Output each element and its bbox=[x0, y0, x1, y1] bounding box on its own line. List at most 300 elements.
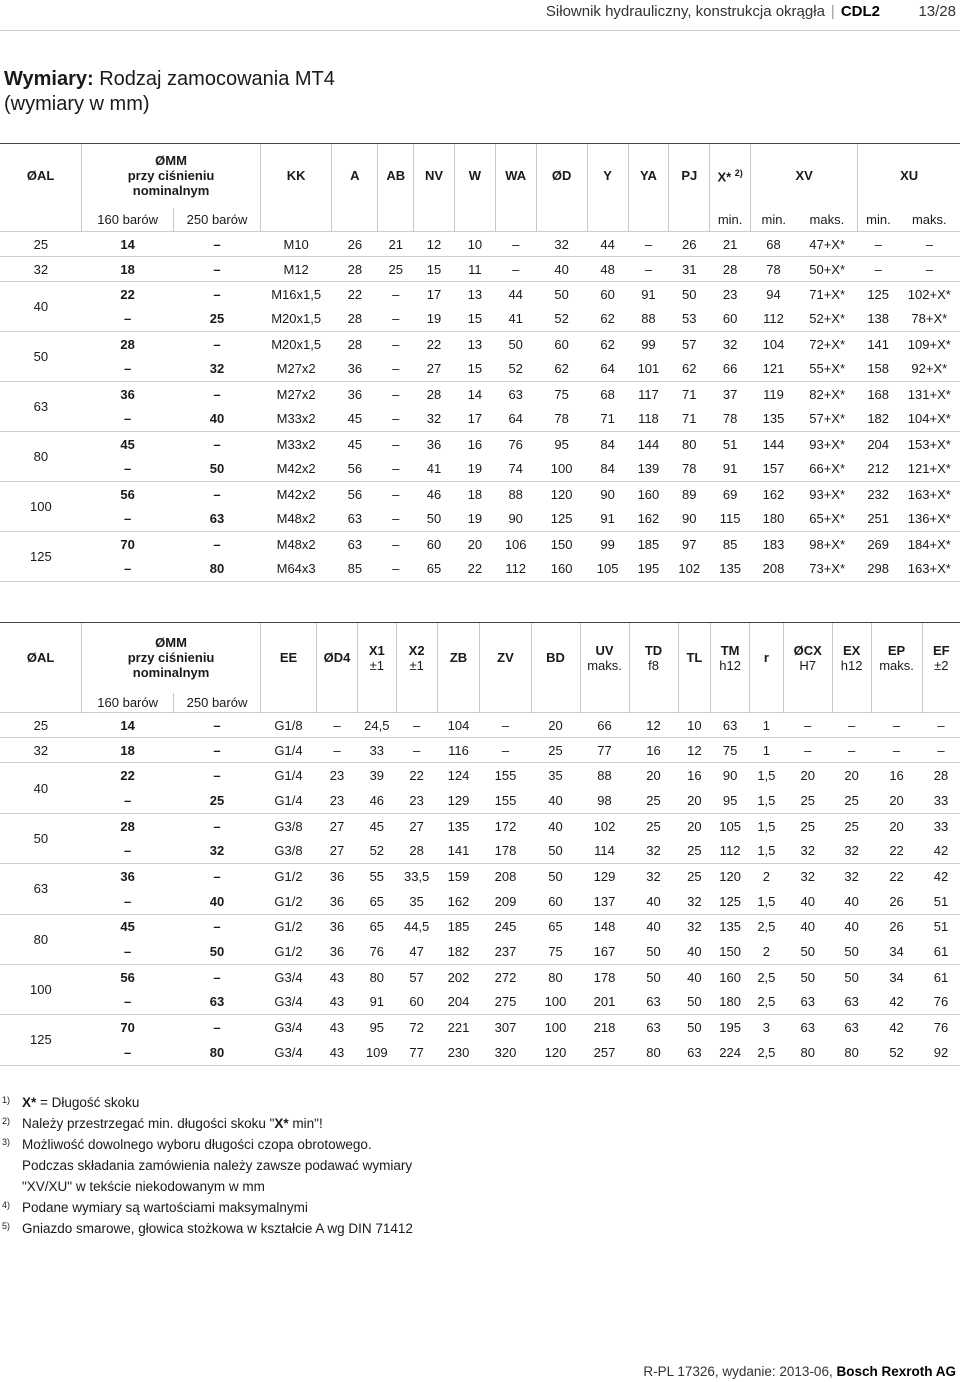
table-cell: 28 bbox=[332, 332, 378, 357]
table-cell: G3/4 bbox=[260, 1015, 316, 1040]
table-cell: 2,5 bbox=[757, 994, 776, 1010]
table-cell: 50 bbox=[629, 964, 678, 989]
table-cell: 20 bbox=[783, 763, 832, 788]
table-cell: 1,5 bbox=[757, 893, 776, 909]
table-cell: 80 bbox=[832, 1040, 871, 1065]
table-cell: 112 bbox=[495, 557, 536, 582]
table-cell: 71 bbox=[682, 411, 697, 427]
table-cell: 23 bbox=[409, 792, 424, 808]
table-cell: 33 bbox=[357, 738, 396, 763]
table-cell: 25 bbox=[531, 738, 580, 763]
table-cell: 221 bbox=[437, 1015, 480, 1040]
table-cell: – bbox=[174, 382, 261, 407]
table-cell: G1/2 bbox=[260, 864, 316, 889]
table-cell: 28 bbox=[409, 843, 424, 859]
table-cell: 64 bbox=[508, 411, 523, 427]
table-cell: 36 bbox=[317, 864, 358, 889]
table-cell: 43 bbox=[329, 994, 345, 1010]
table-cell: 98+X* bbox=[797, 532, 858, 557]
table-cell: 32 bbox=[646, 843, 661, 859]
table-cell: – bbox=[899, 232, 960, 257]
table-cell: 63 bbox=[347, 511, 363, 527]
table-row bbox=[0, 457, 960, 482]
table-cell: 27 bbox=[426, 361, 442, 377]
table-cell: 163+X* bbox=[899, 557, 960, 582]
table-cell: 28 bbox=[922, 763, 960, 788]
table-cell: 100 bbox=[531, 1015, 580, 1040]
table-cell: 100 bbox=[544, 994, 567, 1010]
table-cell: – bbox=[174, 282, 261, 307]
table-cell: 50 bbox=[495, 332, 536, 357]
table-cell: 60 bbox=[414, 532, 455, 557]
table-cell: 25 bbox=[629, 813, 678, 838]
table-cell: 212 bbox=[867, 461, 890, 477]
cell-al: 125 bbox=[0, 532, 82, 582]
table-cell: 32 bbox=[209, 843, 225, 859]
table-cell: 36 bbox=[82, 382, 174, 407]
cell-al: 25 bbox=[0, 713, 82, 738]
page-header bbox=[0, 0, 960, 28]
table-cell: 50 bbox=[209, 461, 225, 477]
table-row bbox=[0, 432, 960, 457]
table-cell: 60 bbox=[409, 994, 424, 1010]
col-bd: BD bbox=[531, 623, 580, 693]
table-row bbox=[0, 382, 960, 407]
cell-al: 25 bbox=[0, 232, 82, 257]
table-cell: 78 bbox=[751, 257, 797, 282]
table-cell: 31 bbox=[669, 257, 710, 282]
table-cell: 62 bbox=[554, 361, 569, 377]
table-cell: 27 bbox=[317, 813, 358, 838]
table-cell: G1/4 bbox=[274, 792, 303, 808]
table-cell: 50 bbox=[800, 944, 815, 960]
table-cell: 18 bbox=[454, 482, 495, 507]
table-cell: 115 bbox=[719, 511, 741, 527]
table-cell: 180 bbox=[719, 994, 741, 1010]
table-cell: 97 bbox=[669, 532, 710, 557]
table-cell: – bbox=[174, 914, 261, 939]
table-cell: 41 bbox=[508, 311, 523, 327]
table-cell: 37 bbox=[710, 382, 751, 407]
table-cell: 120 bbox=[536, 482, 587, 507]
col-kk: KK bbox=[260, 144, 331, 208]
table-cell: 16 bbox=[629, 738, 678, 763]
table-cell: 201 bbox=[593, 994, 616, 1010]
table-cell: 257 bbox=[580, 1040, 629, 1065]
table-cell: 20 bbox=[871, 813, 922, 838]
table-row bbox=[0, 282, 960, 307]
table-cell: 25 bbox=[844, 792, 859, 808]
table-cell: 10 bbox=[454, 232, 495, 257]
table-cell: – bbox=[174, 432, 261, 457]
table-cell: 50 bbox=[669, 282, 710, 307]
table-cell: 23 bbox=[710, 282, 751, 307]
table-cell: 117 bbox=[628, 382, 669, 407]
table-cell: – bbox=[378, 332, 414, 357]
table-cell: 75 bbox=[711, 738, 750, 763]
table-cell: 63 bbox=[629, 1015, 678, 1040]
table-cell: 23 bbox=[329, 792, 345, 808]
table-row bbox=[0, 532, 960, 557]
table-cell: 50 bbox=[678, 1015, 711, 1040]
table-cell: M42x2 bbox=[260, 482, 331, 507]
table-cell: 102+X* bbox=[899, 282, 960, 307]
table-cell: 208 bbox=[480, 864, 531, 889]
table-cell: 76 bbox=[922, 1015, 960, 1040]
table-cell: 26 bbox=[332, 232, 378, 257]
table-cell: 90 bbox=[682, 511, 697, 527]
table-cell: 90 bbox=[711, 763, 750, 788]
table-cell: 70 bbox=[82, 1015, 174, 1040]
table-cell: 60 bbox=[587, 282, 628, 307]
table-cell: 32 bbox=[629, 864, 678, 889]
table-cell: 21 bbox=[378, 232, 414, 257]
table-cell: 45 bbox=[347, 411, 363, 427]
table-cell: 209 bbox=[494, 893, 517, 909]
table-cell: 98 bbox=[597, 792, 612, 808]
table-cell: 121+X* bbox=[907, 461, 951, 477]
table-cell: 25 bbox=[209, 311, 225, 327]
table-cell: 27 bbox=[396, 813, 437, 838]
table-row bbox=[0, 232, 960, 257]
table-cell: M33x2 bbox=[276, 411, 316, 427]
table-cell: 195 bbox=[711, 1015, 750, 1040]
cell-al: 100 bbox=[0, 964, 82, 1014]
header-product: CDL2 bbox=[840, 3, 880, 20]
table-cell: 28 bbox=[414, 382, 455, 407]
table-cell: 50+X* bbox=[797, 257, 858, 282]
pressure-250-2: 250 barów bbox=[174, 693, 261, 713]
table-cell: 50 bbox=[832, 964, 871, 989]
table-cell: 251 bbox=[867, 511, 890, 527]
table-cell: 75 bbox=[548, 944, 563, 960]
table-cell: 80 bbox=[669, 432, 710, 457]
table-cell: 36 bbox=[414, 432, 455, 457]
table-cell: 50 bbox=[646, 944, 661, 960]
table-cell: – bbox=[783, 713, 832, 738]
table-cell: G1/2 bbox=[274, 944, 303, 960]
table-cell: 22 bbox=[82, 763, 174, 788]
table-cell: 101 bbox=[637, 361, 660, 377]
table-cell: 63 bbox=[711, 713, 750, 738]
table-row bbox=[0, 482, 960, 507]
table-cell: 32 bbox=[710, 332, 751, 357]
table-cell: 50 bbox=[209, 944, 225, 960]
footnote-2: 2) Należy przestrzegać min. długości skoku "X* min"! bbox=[2, 1116, 323, 1131]
table-row bbox=[0, 1040, 960, 1065]
table-cell: 112 bbox=[763, 311, 784, 327]
table-cell: 275 bbox=[494, 994, 517, 1010]
table-cell: 16 bbox=[871, 763, 922, 788]
pressure-160: 160 barów bbox=[82, 208, 174, 232]
table-cell: 162 bbox=[751, 482, 797, 507]
table-row bbox=[0, 557, 960, 582]
table-cell: 17 bbox=[467, 411, 483, 427]
table-cell: – bbox=[832, 713, 871, 738]
subhead-xv-max: maks. bbox=[809, 211, 845, 227]
subhead-xv-min: min. bbox=[751, 208, 797, 232]
table-cell: 172 bbox=[480, 813, 531, 838]
table-cell: – bbox=[124, 843, 132, 859]
table-cell: 100 bbox=[550, 461, 573, 477]
table-row bbox=[0, 914, 960, 939]
table-cell: 63 bbox=[832, 1015, 871, 1040]
footnote-5: 5) Gniazdo smarowe, głowica stożkowa w kształcie A wg DIN 71412 bbox=[2, 1221, 413, 1236]
col-td: TD f8 bbox=[629, 623, 678, 693]
table-cell: – bbox=[124, 944, 132, 960]
table-cell: 14 bbox=[82, 232, 174, 257]
table-cell: 46 bbox=[414, 482, 455, 507]
table-cell: 72 bbox=[396, 1015, 437, 1040]
table-cell: 141 bbox=[447, 843, 470, 859]
table-cell: 63 bbox=[783, 1015, 832, 1040]
table-cell: – bbox=[174, 482, 261, 507]
table-cell: 77 bbox=[580, 738, 629, 763]
table-cell: 62 bbox=[600, 311, 615, 327]
table-cell: 61 bbox=[922, 964, 960, 989]
table-cell: 10 bbox=[678, 713, 711, 738]
table-cell: 272 bbox=[480, 964, 531, 989]
table-cell: 13 bbox=[454, 282, 495, 307]
table-cell: – bbox=[174, 332, 261, 357]
table-cell: 80 bbox=[357, 964, 396, 989]
table-cell: – bbox=[174, 864, 261, 889]
table-cell: 36 bbox=[329, 944, 345, 960]
table-cell: 33 bbox=[933, 792, 949, 808]
table-cell: 52 bbox=[554, 311, 569, 327]
table-cell: 85 bbox=[710, 532, 751, 557]
table-cell: 162 bbox=[447, 893, 470, 909]
table-cell: 71 bbox=[600, 411, 615, 427]
table-cell: 52 bbox=[508, 361, 523, 377]
table-cell: 24,5 bbox=[357, 713, 396, 738]
table-cell: 168 bbox=[858, 382, 899, 407]
table-cell: 25 bbox=[832, 813, 871, 838]
table-cell: 39 bbox=[357, 763, 396, 788]
footnote-3-cont-1: Podczas składania zamówienia należy zawsze podawać wymiary bbox=[22, 1158, 413, 1173]
table-cell: 43 bbox=[317, 1015, 358, 1040]
table-cell: 185 bbox=[437, 914, 480, 939]
table-cell: 35 bbox=[531, 763, 580, 788]
table-cell: 112 bbox=[719, 843, 741, 859]
table-cell: 61 bbox=[933, 944, 949, 960]
table-cell: – bbox=[124, 361, 132, 377]
table-cell: 63 bbox=[209, 994, 225, 1010]
table-cell: 119 bbox=[751, 382, 797, 407]
table-cell: M48x2 bbox=[276, 511, 316, 527]
table-row bbox=[0, 1015, 960, 1040]
cell-al: 40 bbox=[0, 763, 82, 813]
table-cell: 80 bbox=[629, 1040, 678, 1065]
table-cell: 22 bbox=[82, 282, 174, 307]
table-cell: 91 bbox=[369, 994, 385, 1010]
header-title: Siłownik hydrauliczny, konstrukcja okrągła | CDL2 bbox=[545, 3, 880, 20]
table-cell: 148 bbox=[580, 914, 629, 939]
table-cell: – bbox=[480, 738, 531, 763]
table-cell: G3/8 bbox=[274, 843, 303, 859]
table-cell: 32 bbox=[783, 864, 832, 889]
table-cell: 138 bbox=[867, 311, 890, 327]
table-cell: – bbox=[317, 713, 358, 738]
table-cell: – bbox=[495, 257, 536, 282]
table-cell: – bbox=[871, 713, 922, 738]
table-cell: 131+X* bbox=[899, 382, 960, 407]
table-cell: G1/2 bbox=[260, 914, 316, 939]
subhead-xu-min: min. bbox=[858, 208, 899, 232]
table-cell: 56 bbox=[347, 461, 363, 477]
table-cell: 82+X* bbox=[797, 382, 858, 407]
table-cell: 85 bbox=[332, 557, 378, 582]
table-cell: G1/4 bbox=[260, 763, 316, 788]
table-cell: 28 bbox=[82, 332, 174, 357]
page-footer: R-PL 17326, wydanie: 2013-06, Bosch Rexroth AG bbox=[643, 1364, 956, 1379]
table-cell: 135 bbox=[437, 813, 480, 838]
table-cell: 22 bbox=[454, 557, 495, 582]
table-cell: 25 bbox=[209, 792, 225, 808]
table-cell: 195 bbox=[628, 557, 669, 582]
table-cell: 25 bbox=[783, 813, 832, 838]
table-cell: 135 bbox=[762, 411, 785, 427]
table-cell: 182 bbox=[447, 944, 470, 960]
table-cell: – bbox=[124, 411, 132, 427]
table-cell: 40 bbox=[646, 893, 661, 909]
table-cell: 91 bbox=[600, 511, 615, 527]
table-cell: 1 bbox=[750, 713, 784, 738]
table-cell: 70 bbox=[82, 532, 174, 557]
table-cell: 307 bbox=[480, 1015, 531, 1040]
table-cell: 125 bbox=[719, 893, 741, 909]
table-cell: 45 bbox=[82, 432, 174, 457]
table-cell: M42x2 bbox=[276, 461, 316, 477]
table-cell: 35 bbox=[409, 893, 424, 909]
table-cell: 32 bbox=[687, 893, 702, 909]
table-cell: 43 bbox=[317, 964, 358, 989]
table-cell: M27x2 bbox=[260, 382, 331, 407]
table-cell: – bbox=[392, 511, 400, 527]
page-title: Wymiary: Rodzaj zamocowania MT4 (wymiary w mm) bbox=[4, 68, 335, 115]
table-cell: 218 bbox=[580, 1015, 629, 1040]
table2-body bbox=[0, 713, 960, 1066]
table-cell: 51 bbox=[710, 432, 751, 457]
table-cell: 19 bbox=[467, 461, 483, 477]
table-cell: 27 bbox=[329, 843, 345, 859]
table-cell: G1/2 bbox=[274, 893, 303, 909]
table-row bbox=[0, 864, 960, 889]
table-cell: 141 bbox=[858, 332, 899, 357]
table-cell: 23 bbox=[317, 763, 358, 788]
table-cell: 65 bbox=[531, 914, 580, 939]
table-cell: 224 bbox=[711, 1040, 750, 1065]
table-cell: 33 bbox=[922, 813, 960, 838]
table-cell: 33,5 bbox=[396, 864, 437, 889]
pressure-160-2: 160 barów bbox=[82, 693, 174, 713]
table-row bbox=[0, 939, 960, 964]
table-cell: 184+X* bbox=[899, 532, 960, 557]
table-cell: 40 bbox=[531, 813, 580, 838]
table-cell: 36 bbox=[332, 382, 378, 407]
table-row bbox=[0, 507, 960, 532]
col-zv: ZV bbox=[480, 623, 531, 693]
subhead-xu-max: maks. bbox=[911, 211, 947, 227]
cell-al: 32 bbox=[0, 738, 82, 763]
table-cell: 75 bbox=[536, 382, 587, 407]
table-cell: – bbox=[378, 557, 414, 582]
table-cell: 78 bbox=[554, 411, 569, 427]
col-ex: EX h12 bbox=[832, 623, 871, 693]
table-cell: – bbox=[832, 738, 871, 763]
col-wa: WA bbox=[495, 144, 536, 208]
table-cell: M27x2 bbox=[276, 361, 316, 377]
footnotes bbox=[2, 1092, 413, 1239]
cell-al: 50 bbox=[0, 332, 82, 382]
table-cell: 88 bbox=[580, 763, 629, 788]
table-cell: 116 bbox=[437, 738, 480, 763]
table-cell: 17 bbox=[414, 282, 455, 307]
table-cell: 47+X* bbox=[797, 232, 858, 257]
table-cell: 1,5 bbox=[757, 843, 776, 859]
table-row bbox=[0, 838, 960, 863]
footnote-3: 3) Możliwość dowolnego wyboru długości czopa obrotowego. bbox=[2, 1137, 372, 1152]
table-cell: – bbox=[783, 738, 832, 763]
table-cell: 102 bbox=[580, 813, 629, 838]
table-cell: 42 bbox=[922, 864, 960, 889]
table-cell: 66 bbox=[722, 361, 738, 377]
table-row bbox=[0, 307, 960, 332]
table-cell: 109 bbox=[357, 1040, 396, 1065]
table-cell: – bbox=[392, 311, 400, 327]
table-cell: 15 bbox=[467, 311, 483, 327]
table-cell: – bbox=[378, 532, 414, 557]
table-cell: 20 bbox=[629, 763, 678, 788]
table-cell: 104 bbox=[751, 332, 797, 357]
table-cell: 12 bbox=[678, 738, 711, 763]
table-cell: – bbox=[124, 311, 132, 327]
table-cell: 155 bbox=[494, 792, 517, 808]
table-cell: 64 bbox=[600, 361, 615, 377]
table-cell: 1,5 bbox=[750, 763, 784, 788]
table-cell: – bbox=[124, 461, 132, 477]
table-cell: 25 bbox=[646, 792, 661, 808]
table-cell: 44,5 bbox=[396, 914, 437, 939]
table-cell: 105 bbox=[587, 557, 628, 582]
table-cell: 63 bbox=[209, 511, 225, 527]
table-cell: 245 bbox=[480, 914, 531, 939]
col-ocx: ØCX H7 bbox=[783, 623, 832, 693]
table-cell: 40 bbox=[536, 257, 587, 282]
table-cell: 57+X* bbox=[809, 411, 846, 427]
table-cell: 90 bbox=[508, 511, 523, 527]
table-cell: 52 bbox=[369, 843, 385, 859]
table-cell: 20 bbox=[454, 532, 495, 557]
table-cell: 40 bbox=[629, 914, 678, 939]
table-cell: 125 bbox=[550, 511, 573, 527]
table-cell: 129 bbox=[580, 864, 629, 889]
table-cell: 163+X* bbox=[899, 482, 960, 507]
table-cell: 46 bbox=[369, 792, 385, 808]
table-cell: M16x1,5 bbox=[260, 282, 331, 307]
table-cell: 182 bbox=[867, 411, 890, 427]
table-cell: 56 bbox=[82, 964, 174, 989]
subhead-x-min: min. bbox=[710, 208, 751, 232]
table-cell: 25 bbox=[687, 843, 702, 859]
table-cell: 25 bbox=[800, 792, 815, 808]
table-cell: 50 bbox=[687, 994, 702, 1010]
table-cell: – bbox=[858, 257, 899, 282]
col-w: W bbox=[454, 144, 495, 208]
table-cell: 32 bbox=[678, 914, 711, 939]
table-cell: – bbox=[392, 361, 400, 377]
table-cell: G3/4 bbox=[274, 994, 303, 1010]
